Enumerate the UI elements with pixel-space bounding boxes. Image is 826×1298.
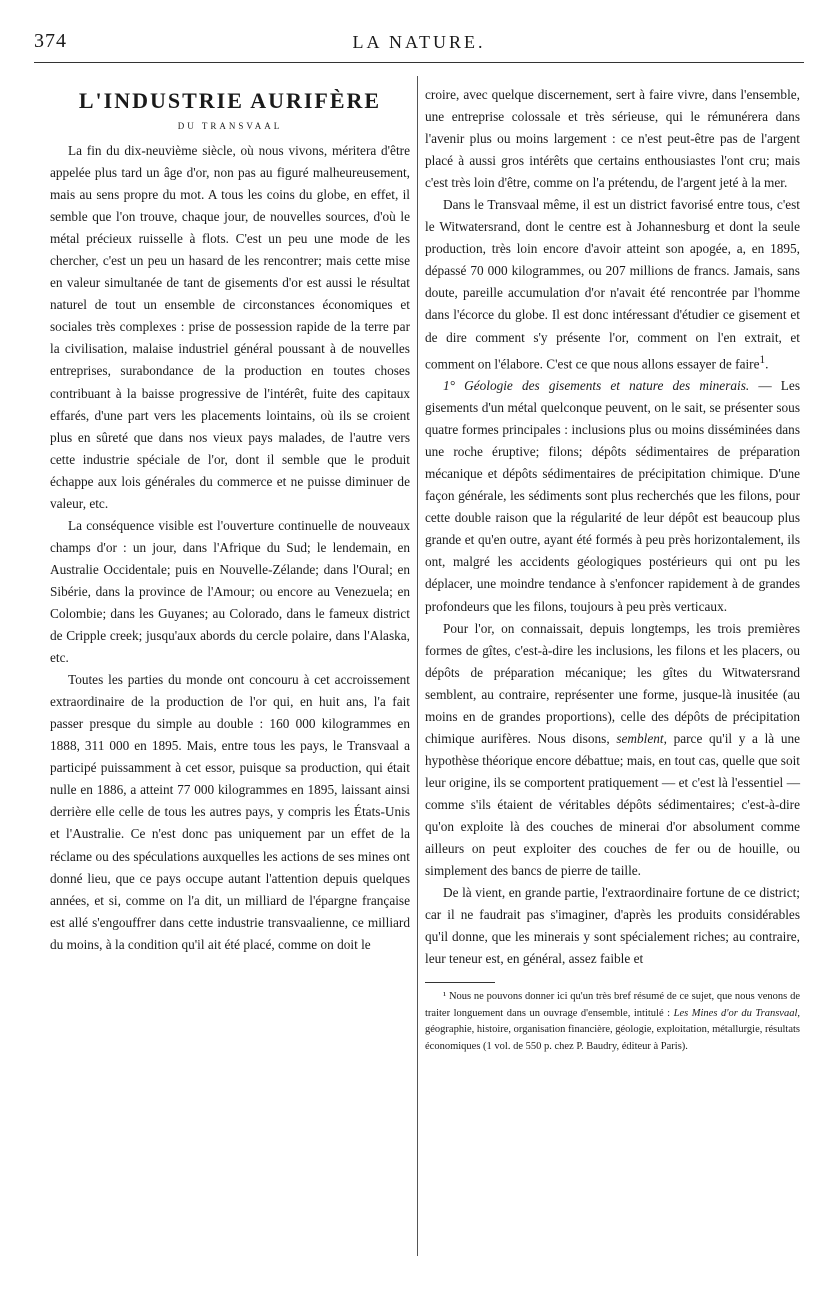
- footnote-text-b: , géographie, histoire, organisation financière, géologie, exploitation, métallurgie, résultats économiques (1 vol. de 550 p. chez P. Baudry, éditeur à Paris).: [425, 1007, 801, 1052]
- header-rule: [34, 62, 804, 63]
- paragraph-6: [425, 375, 800, 618]
- footnote-text-a: ¹ Nous ne pouvons donner ici qu'un très bref résumé de ce sujet, que nous venons de traiter longuement dans un ouvrage d'ensemble, intitulé :: [425, 991, 800, 1019]
- paragraph-1: La fin du dix-neuvième siècle, où nous vivons, méritera d'être appelée plus tard un âge d'or, non pas au figuré malheureusement, mais au sens propre du mot. A tous les coins du globe, en effet, il semble que l'on trouve, chaque jour, de nouvelles sources, d'où le métal précieux ruisselle à flots. C'est un peu une mode de les chercher, c'est un peu un hasard de les rencontrer; mais cette mise en valeur simultanée de tant de gisements d'or est aussi le résultat naturel de tout un ensemble de circonstances économiques et sociales très complexes : prise de possession rapide de la terre par la civilisation, malaise industriel général poussant à de nouvelles entreprises, surabondance de la production en toutes choses contribuant à la baisse progressive de l'intérêt, fuite des capitaux effarés, d'une part vers les placements lointains, où ils se croient plus en sûreté que dans nos vieux pays malades, de l'autre vers cette industrie spéciale de l'or, dont il semble que le produit échappe aux lois générales du commerce et ne puisse diminuer de valeur, etc.: [50, 143, 410, 511]
- emphasis-word: semblent: [616, 730, 664, 746]
- article-title: L'INDUSTRIE AURIFÈRE: [78, 88, 382, 113]
- paragraph-8: De là vient, en grande partie, l'extraordinaire fortune de ce district; car il ne faudrait pas s'imaginer, d'après les produits considérables qu'il donne, que les minerais y sont spécialement riches; au contraire, leur teneur est, en général, assez faible et: [425, 885, 800, 967]
- footnote-rule: [425, 982, 495, 983]
- footnote-ref: 1: [759, 353, 766, 366]
- paragraph-6-text: — Les gisements d'un métal quelconque peuvent, on le sait, se présenter sous quatre formes principales : inclusions plus ou moins disséminées dans une roche éruptive; filons; dépôts sédimentaires de préparation mécanique et dépôts sédimentaires de précipitation chimique. D'une façon générale, les sédiments sont plus recherchés que les filons, pour cette double raison que la régularité de leur dépôt est beaucoup plus grande et qu'en outre, ayant été formés à peu près horizontalement, ils ont, malgré les accidents géologiques postérieurs qui ont pu les déplacer, une moindre tendance à s'enfoncer rapidement à de grandes profondeurs que les filons, toujours à peu près verticaux.: [425, 378, 800, 614]
- paragraph-5: Dans le Transvaal même, il est un district favorisé entre tous, c'est le Witwatersrand, dont le centre est à Johannesburg et dont la seule production, très loin encore d'avoir atteint son apogée, a, en 1895, dépassé 70 000 kilogrammes, ou 207 millions de francs. Jamais, sans doute, pareille accumulation d'or n'avait été rencontrée par l'homme dans l'écorce du globe. Il est donc intéressant d'étudier ce gisement et de dire comment s'y présente l'or, comment on l'en extrait, et comment on l'élabore. C'est ce que nous allons essayer de faire$^1$.: [425, 197, 800, 371]
- column-divider: [417, 76, 418, 1256]
- article-subtitle: DU TRANSVAAL: [177, 121, 283, 131]
- paragraph-4: croire, avec quelque discernement, sert à faire vivre, dans l'ensemble, une entreprise colossale et très sérieuse, qui le rémunérera dans l'avenir plus ou moins largement : ce n'est peut-être pas de l'argent placé à aussi gros intérêts que certains enthousiastes l'ont cru; mais c'est très loin d'être, comme on l'a prétendu, de l'argent jeté à la mer.: [425, 87, 800, 191]
- paragraph-7-text-b: , parce qu'il y a là une hypothèse théorique encore débattue; mais, en tout cas, quelle que soit leur origine, ils se comportent pratiquement — et c'est là l'essentiel — comme s'ils étaient de véritables dépôts sédimentaires; c'est-à-dire qu'on exploite là des couches de minerai d'or absolument comme ailleurs on peut exploiter des couches de fer ou de houille, ou simplement des bancs de pierre de taille.: [425, 730, 801, 879]
- paragraph-5-text: Dans le Transvaal même, il est un district favorisé entre tous, c'est le Witwatersrand, dont le centre est à Johannesburg et dont la seule production, très loin encore d'avoir atteint son apogée, a, en 1895, dépassé 70 000 kilogrammes, ou 207 millions de francs. Jamais, sans doute, pareille accumulation d'or n'avait été rencontrée par l'homme dans l'écorce du globe. Il est donc intéressant d'étudier ce gisement et de dire comment s'y présente l'or, comment on l'en extrait, et comment on l'élabore. C'est ce que nous allons essayer de faire: [425, 197, 800, 371]
- section-heading: 1° Géologie des gisements et nature des minerais.: [443, 378, 750, 394]
- journal-title: LA NATURE.: [352, 32, 486, 52]
- paragraph-2: La conséquence visible est l'ouverture continuelle de nouveaux champs d'or : un jour, dans l'Afrique du Sud; le lendemain, en Australie Occidentale; puis en Nouvelle-Zélande; dans l'Oural; en Sibérie, dans la province de l'Amour; ou encore au Venezuela; en Colombie; dans les Guyanes; au Colorado, dans le fameux district de Cripple creek; jusqu'aux abords du cercle polaire, dans l'Alaska, etc.: [50, 517, 410, 666]
- left-column: [50, 86, 410, 956]
- page-header: [34, 30, 804, 60]
- paragraph-7-text-a: Pour l'or, on connaissait, depuis longtemps, les trois premières formes de gîtes, c'est-à-dire les inclusions, les filons et les placers, ou dépôts de préparation mécanique; les gîtes du Witwatersrand semblent, au contraire, représenter une forme, jusque-là inusitée (au moins en de grandes proportions), celle des dépôts de précipitation chimique aurifères. Nous disons,: [425, 620, 800, 746]
- footnote-book-title: Les Mines d'or du Transvaal: [673, 1007, 798, 1019]
- footnote: [425, 989, 800, 1055]
- paragraph-7: [425, 618, 800, 883]
- page-number: 374: [34, 30, 67, 52]
- right-column: [425, 84, 800, 1055]
- paragraph-3: Toutes les parties du monde ont concouru à cet accroissement extraordinaire de la production de l'or qui, en huit ans, l'a fait passer presque du simple au double : 160 000 kilogrammes en 1888, 311 000 en 1895. Mais, entre tous les pays, le Transvaal a participé puissamment à cet essor, puisque sa production, qui était nulle en 1886, a atteint 77 000 kilogrammes en 1895, laissant ainsi derrière elle celle de tous les autres pays, y compris les États-Unis et l'Australie. Ce n'est donc pas uniquement par un effet de la réclame ou des spéculations auxquelles les actions de ses mines ont donné lieu, que ce pays occupe autant l'attention depuis quelques années, et si, comme on l'a dit, un milliard de l'épargne française est allé s'engouffrer dans cette industrie transvaalienne, ce milliard du moins, à la condition qu'il ait été placé, comme on doit le: [50, 672, 410, 952]
